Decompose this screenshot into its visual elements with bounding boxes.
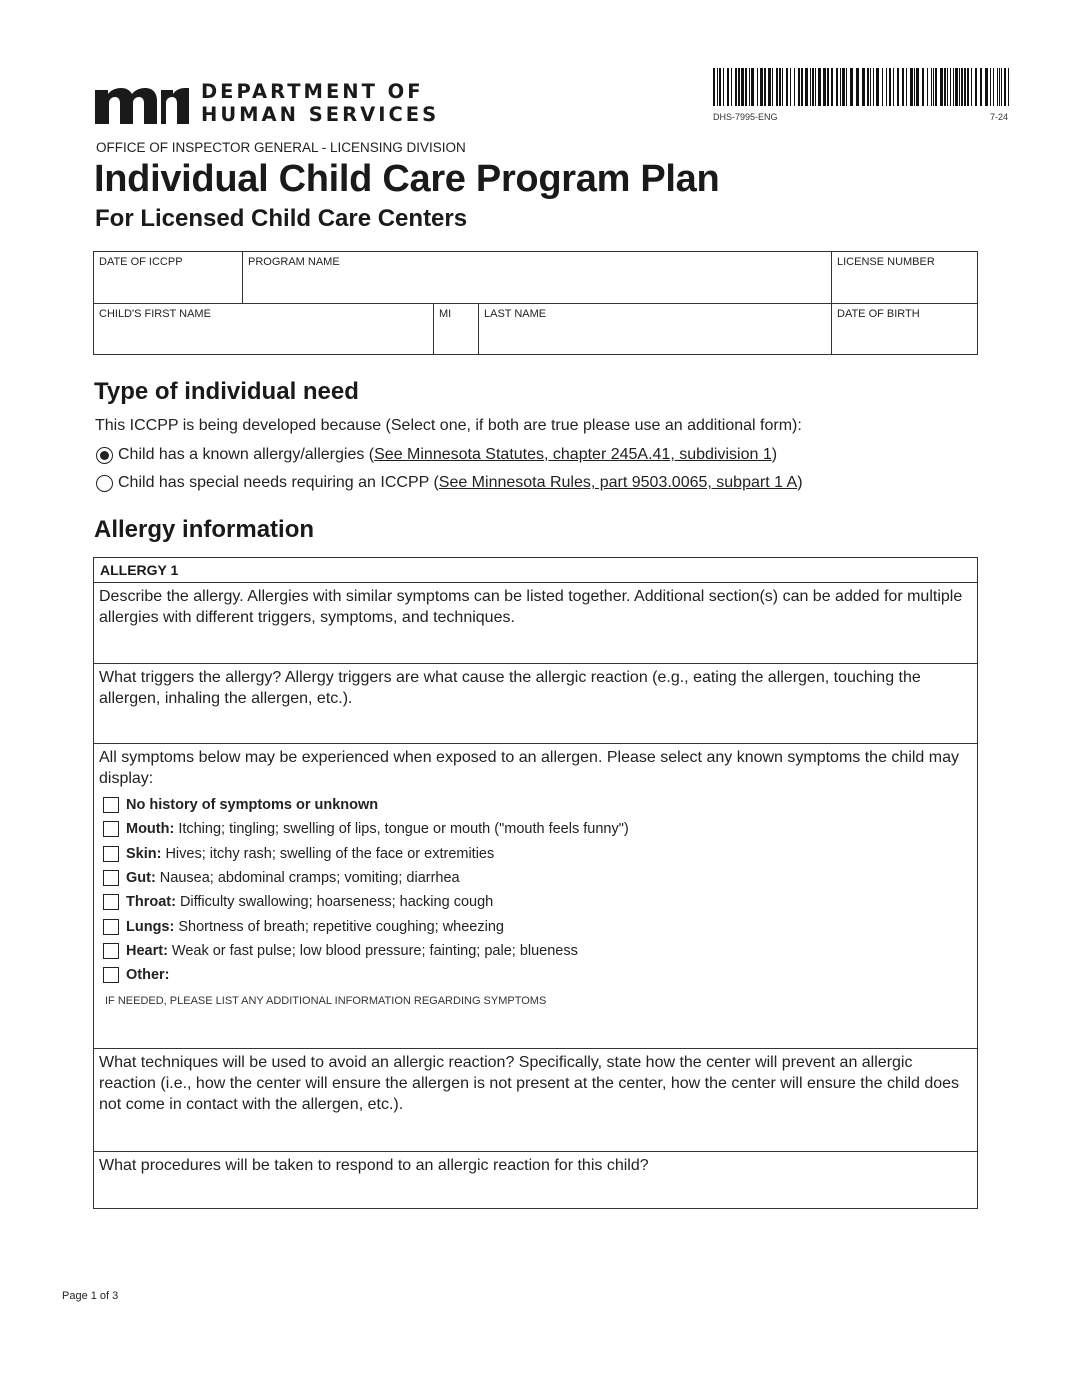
barcode-bar (953, 68, 954, 106)
barcode-bar (971, 68, 972, 106)
program-name-field[interactable] (242, 252, 831, 303)
symptom-label: Lungs: (126, 918, 175, 935)
barcode-bar (870, 68, 871, 106)
barcode-bar (922, 68, 924, 106)
barcode-icon (713, 68, 1009, 106)
barcode-bar (947, 68, 948, 106)
barcode-bar (950, 68, 951, 106)
barcode-bar (897, 68, 899, 106)
symptom-detail: Hives; itchy rash; swelling of the face or extremities (165, 845, 495, 862)
barcode-bar (818, 68, 821, 106)
allergy-section-label: ALLERGY 1 (94, 558, 977, 583)
barcode-bar (867, 68, 869, 106)
barcode-bar (831, 68, 833, 106)
barcode-bar (931, 68, 932, 106)
barcode-bar (967, 68, 969, 106)
barcode-bar (794, 68, 795, 106)
barcode-bar (933, 68, 934, 106)
barcode-bar (1008, 68, 1009, 106)
barcode-bar (782, 68, 783, 106)
page-subtitle: For Licensed Child Care Centers (95, 205, 468, 232)
dhs-logo (95, 78, 439, 128)
license-number-label: LICENSE NUMBER (837, 256, 935, 268)
barcode-bar (717, 68, 718, 106)
symptom-checkbox[interactable] (103, 846, 119, 862)
barcode-bar (902, 68, 904, 106)
need-option-allergy-text: Child has a known allergy/allergies ( (118, 446, 375, 463)
symptom-detail: Nausea; abdominal cramps; vomiting; diarrhea (159, 870, 460, 887)
symptom-option[interactable] (103, 963, 629, 987)
need-option-special[interactable] (96, 474, 803, 492)
barcode-bar (940, 68, 943, 106)
barcode-bar (916, 68, 919, 106)
barcode-bar (790, 68, 791, 106)
last-name-field[interactable] (478, 304, 831, 354)
radio-special-needs[interactable] (96, 475, 113, 492)
date-of-iccpp-label: DATE OF ICCPP (99, 256, 183, 268)
barcode-bar (935, 68, 937, 106)
barcode-bar (997, 68, 998, 106)
office-name: OFFICE OF INSPECTOR GENERAL - LICENSING DIVISION (96, 140, 466, 155)
statute-link[interactable]: See Minnesota Statutes, chapter 245A.41, subdivision 1 (374, 446, 772, 463)
symptom-label: Mouth: (126, 821, 175, 838)
triggers-field[interactable] (94, 663, 977, 743)
symptom-label: Other: (126, 967, 170, 984)
allergy-heading: Allergy information (94, 516, 315, 543)
symptom-option[interactable] (103, 890, 629, 914)
barcode-bar (876, 68, 879, 106)
barcode-bar (757, 68, 758, 106)
barcode-bar (910, 68, 913, 106)
barcode-bar (1001, 68, 1002, 106)
barcode-bar (906, 68, 907, 106)
barcode-bar (914, 68, 915, 106)
barcode-bar (735, 68, 737, 106)
logo-line2: HUMAN SERVICES (201, 103, 440, 126)
barcode-bar (749, 68, 750, 106)
barcode-bar (955, 68, 958, 106)
symptom-checkbox[interactable] (103, 967, 119, 983)
barcode-bar (823, 68, 826, 106)
barcode-bar (798, 68, 800, 106)
need-option-allergy-close: ) (771, 446, 778, 463)
barcode-bar (840, 68, 841, 106)
barcode-bar (768, 68, 771, 106)
symptom-detail: Difficulty swallowing; hoarseness; hacking cough (179, 894, 494, 911)
mn-logo-icon (95, 82, 189, 124)
barcode-bar (779, 68, 781, 106)
barcode-bar (713, 68, 715, 106)
barcode-bar (886, 68, 887, 106)
barcode-bar (993, 68, 994, 106)
symptom-checkbox[interactable] (103, 821, 119, 837)
mi-label: MI (439, 308, 452, 320)
symptom-option[interactable] (103, 793, 629, 817)
radio-selected-dot (100, 451, 109, 460)
barcode-bar (723, 68, 724, 106)
symptom-label: Skin: (126, 845, 162, 862)
page-title: Individual Child Care Program Plan (94, 158, 720, 200)
need-option-allergy[interactable] (96, 446, 777, 464)
barcode-bar (751, 68, 754, 106)
symptom-checkbox[interactable] (103, 870, 119, 886)
procedures-field[interactable] (94, 1151, 977, 1208)
barcode-bar (842, 68, 845, 106)
symptom-label: Gut: (126, 870, 156, 887)
symptom-option[interactable] (103, 842, 629, 866)
barcode-bar (727, 68, 729, 106)
barcode-bar (805, 68, 808, 106)
symptom-checkbox[interactable] (103, 894, 119, 910)
symptom-option[interactable] (103, 866, 629, 890)
barcode-bar (738, 68, 740, 106)
barcode-bar (893, 68, 894, 106)
barcode-bar (760, 68, 763, 106)
barcode-bar (776, 68, 778, 106)
form-id: DHS-7995-ENG (713, 112, 778, 122)
symptom-label: No history of symptoms or unknown (126, 797, 379, 814)
barcode-bar (741, 68, 744, 106)
symptom-option[interactable] (103, 914, 629, 938)
first-name-field[interactable] (94, 304, 433, 354)
barcode-bar (975, 68, 977, 106)
need-intro: This ICCPP is being developed because (Select one, if both are true please use an additional form): (95, 417, 802, 434)
radio-allergy[interactable] (96, 447, 113, 464)
last-name-label: LAST NAME (484, 308, 547, 320)
symptom-option[interactable] (103, 939, 629, 963)
barcode-bar (985, 68, 988, 106)
describe-allergy-field[interactable] (94, 583, 977, 663)
techniques-prompt: What techniques will be used to avoid an allergic reaction? Specifically, state how the center will prevent an allergic reaction (i.e., how the center will ensure the allergen is not present at the center, how the center will ensure the child does not come in contact with the allergen, etc.). (99, 1054, 960, 1113)
barcode-bar (786, 68, 788, 106)
barcode-bar (944, 68, 946, 106)
need-heading: Type of individual need (94, 378, 359, 405)
barcode-bar (812, 68, 814, 106)
barcode-bar (927, 68, 928, 106)
barcode-bar (1004, 68, 1006, 106)
barcode-bar (764, 68, 766, 106)
triggers-prompt: What triggers the allergy? Allergy triggers are what cause the allergic reaction (e.g., eating the allergen, touching the allergen, inhaling the allergen, etc.). (99, 669, 921, 707)
barcode-bar (815, 68, 816, 106)
form-date: 7-24 (989, 112, 1008, 122)
symptom-checkbox[interactable] (103, 943, 119, 959)
need-option-special-close: ) (797, 474, 803, 491)
symptom-detail: Shortness of breath; repetitive coughing; wheezing (178, 918, 504, 935)
barcode-bar (745, 68, 747, 106)
barcode-bar (836, 68, 838, 106)
date-of-birth-field[interactable] (831, 304, 977, 354)
techniques-field[interactable] (94, 1048, 977, 1151)
need-option-special-text: Child has special needs requiring an ICCPP ( (118, 474, 439, 491)
program-name-label: PROGRAM NAME (248, 256, 340, 268)
barcode-bar (873, 68, 874, 106)
barcode-bar (850, 68, 853, 106)
symptoms-intro: All symptoms below may be experienced when exposed to an allergen. Please select any known symptoms the child may display: (99, 749, 959, 787)
barcode-bar (964, 68, 966, 106)
symptom-detail: Itching; tingling; swelling of lips, tongue or mouth ("mouth feels funny") (178, 821, 629, 838)
symptom-option[interactable] (103, 817, 629, 841)
barcode-bar (801, 68, 803, 106)
symptom-checklist (103, 793, 629, 987)
barcode-bar (990, 68, 991, 106)
barcode-bar (731, 68, 732, 106)
barcode-bar (882, 68, 883, 106)
mi-field[interactable] (433, 304, 478, 354)
first-name-label: CHILD'S FIRST NAME (99, 308, 211, 320)
barcode-bar (846, 68, 847, 106)
symptom-checkbox[interactable] (103, 797, 119, 813)
barcode-bar (959, 68, 960, 106)
barcode-bar (999, 68, 1000, 106)
barcode-bar (961, 68, 963, 106)
barcode-bar (772, 68, 773, 106)
logo-text (201, 80, 439, 126)
child-info-grid (93, 251, 978, 355)
barcode-bar (856, 68, 859, 106)
barcode-bar (889, 68, 891, 106)
symptom-checkbox[interactable] (103, 919, 119, 935)
symptom-detail: Weak or fast pulse; low blood pressure; fainting; pale; blueness (171, 942, 578, 959)
date-of-iccpp-field[interactable] (94, 252, 242, 303)
license-number-field[interactable] (831, 252, 977, 303)
barcode-bar (719, 68, 721, 106)
allergy-table (93, 557, 978, 1209)
symptom-label: Heart: (126, 942, 168, 959)
rules-link[interactable]: See Minnesota Rules, part 9503.0065, subpart 1 A (438, 474, 798, 491)
symptom-label: Throat: (126, 894, 176, 911)
barcode-bar (980, 68, 982, 106)
date-of-birth-label: DATE OF BIRTH (837, 308, 920, 320)
logo-line1: DEPARTMENT OF (201, 80, 424, 103)
barcode-bar (810, 68, 811, 106)
barcode-bar (827, 68, 829, 106)
barcode-bar (862, 68, 865, 106)
page-number: Page 1 of 3 (62, 1290, 119, 1302)
additional-info-note: IF NEEDED, PLEASE LIST ANY ADDITIONAL INFORMATION REGARDING SYMPTOMS (105, 995, 547, 1007)
describe-allergy-prompt: Describe the allergy. Allergies with similar symptoms can be listed together. Additional section(s) can be added for multiple allergies with different triggers, symptoms, and techniques. (99, 588, 963, 626)
procedures-prompt: What procedures will be taken to respond to an allergic reaction for this child? (99, 1157, 649, 1174)
